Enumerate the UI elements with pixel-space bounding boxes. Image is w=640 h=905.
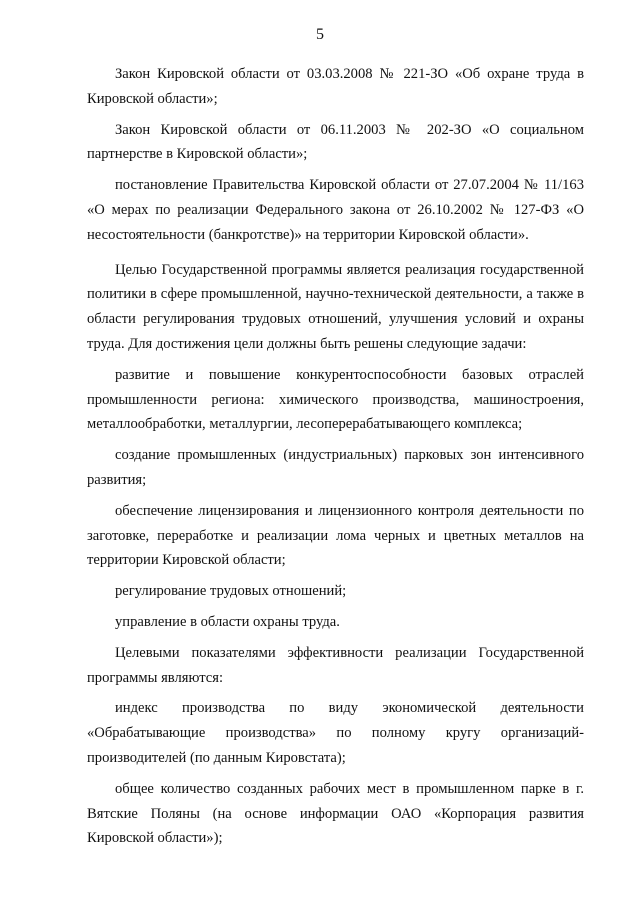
document-body (87, 62, 584, 857)
paragraph-government-resolution: постановление Правительства Кировской области от 27.07.2004 № 11/163 «О мерах по реализации Федерального закона от 26.10.2002 № 127-ФЗ «О несостоятельности (банкротстве)» на территории Кировской области». (87, 177, 584, 243)
paragraph-indicator-jobs-created: общее количество созданных рабочих мест в промышленном парке в г. Вятские Поляны (на основе информации ОАО «Корпорация развития Кировской области»); (87, 780, 584, 847)
page-number: 5 (316, 26, 324, 43)
paragraph-task-industrial-parks: создание промышленных (индустриальных) парковых зон интенсивного развития; (87, 447, 584, 488)
paragraph-law-labor-protection: Закон Кировской области от 03.03.2008 № 221-ЗО «Об охране труда в Кировской области»; (87, 66, 584, 107)
paragraph-task-industry-development: развитие и повышение конкурентоспособности базовых отраслей промышленности региона: химического производства, машиностроения, металлообработки, металлургии, лесоперерабатывающего комплекса; (87, 366, 584, 433)
paragraph-indicator-production-index: индекс производства по виду экономической деятельности «Обрабатывающие производства» по полному кругу организаций-производителей (по данным Кировстата); (87, 700, 584, 766)
paragraph-law-social-partnership: Закон Кировской области от 06.11.2003 № 202-ЗО «О социальном партнерстве в Кировской области»; (87, 121, 584, 163)
paragraph-task-labor-safety: управление в области охраны труда. (115, 613, 340, 630)
paragraph-program-goal: Целью Государственной программы является реализация государственной политики в сфере промышленной, научно-технической деятельности, а также в области регулирования трудовых отношений, улучшения условий и охраны труда. Для достижения цели должны быть решены следующие задачи: (87, 261, 584, 352)
paragraph-task-licensing: обеспечение лицензирования и лицензионного контроля деятельности по заготовке, переработке и реализации лома черных и цветных металлов на территории Кировской области; (87, 502, 584, 569)
paragraph-target-indicators: Целевыми показателями эффективности реализации Государственной программы являются: (87, 644, 584, 686)
paragraph-task-labor-relations: регулирование трудовых отношений; (115, 583, 347, 600)
